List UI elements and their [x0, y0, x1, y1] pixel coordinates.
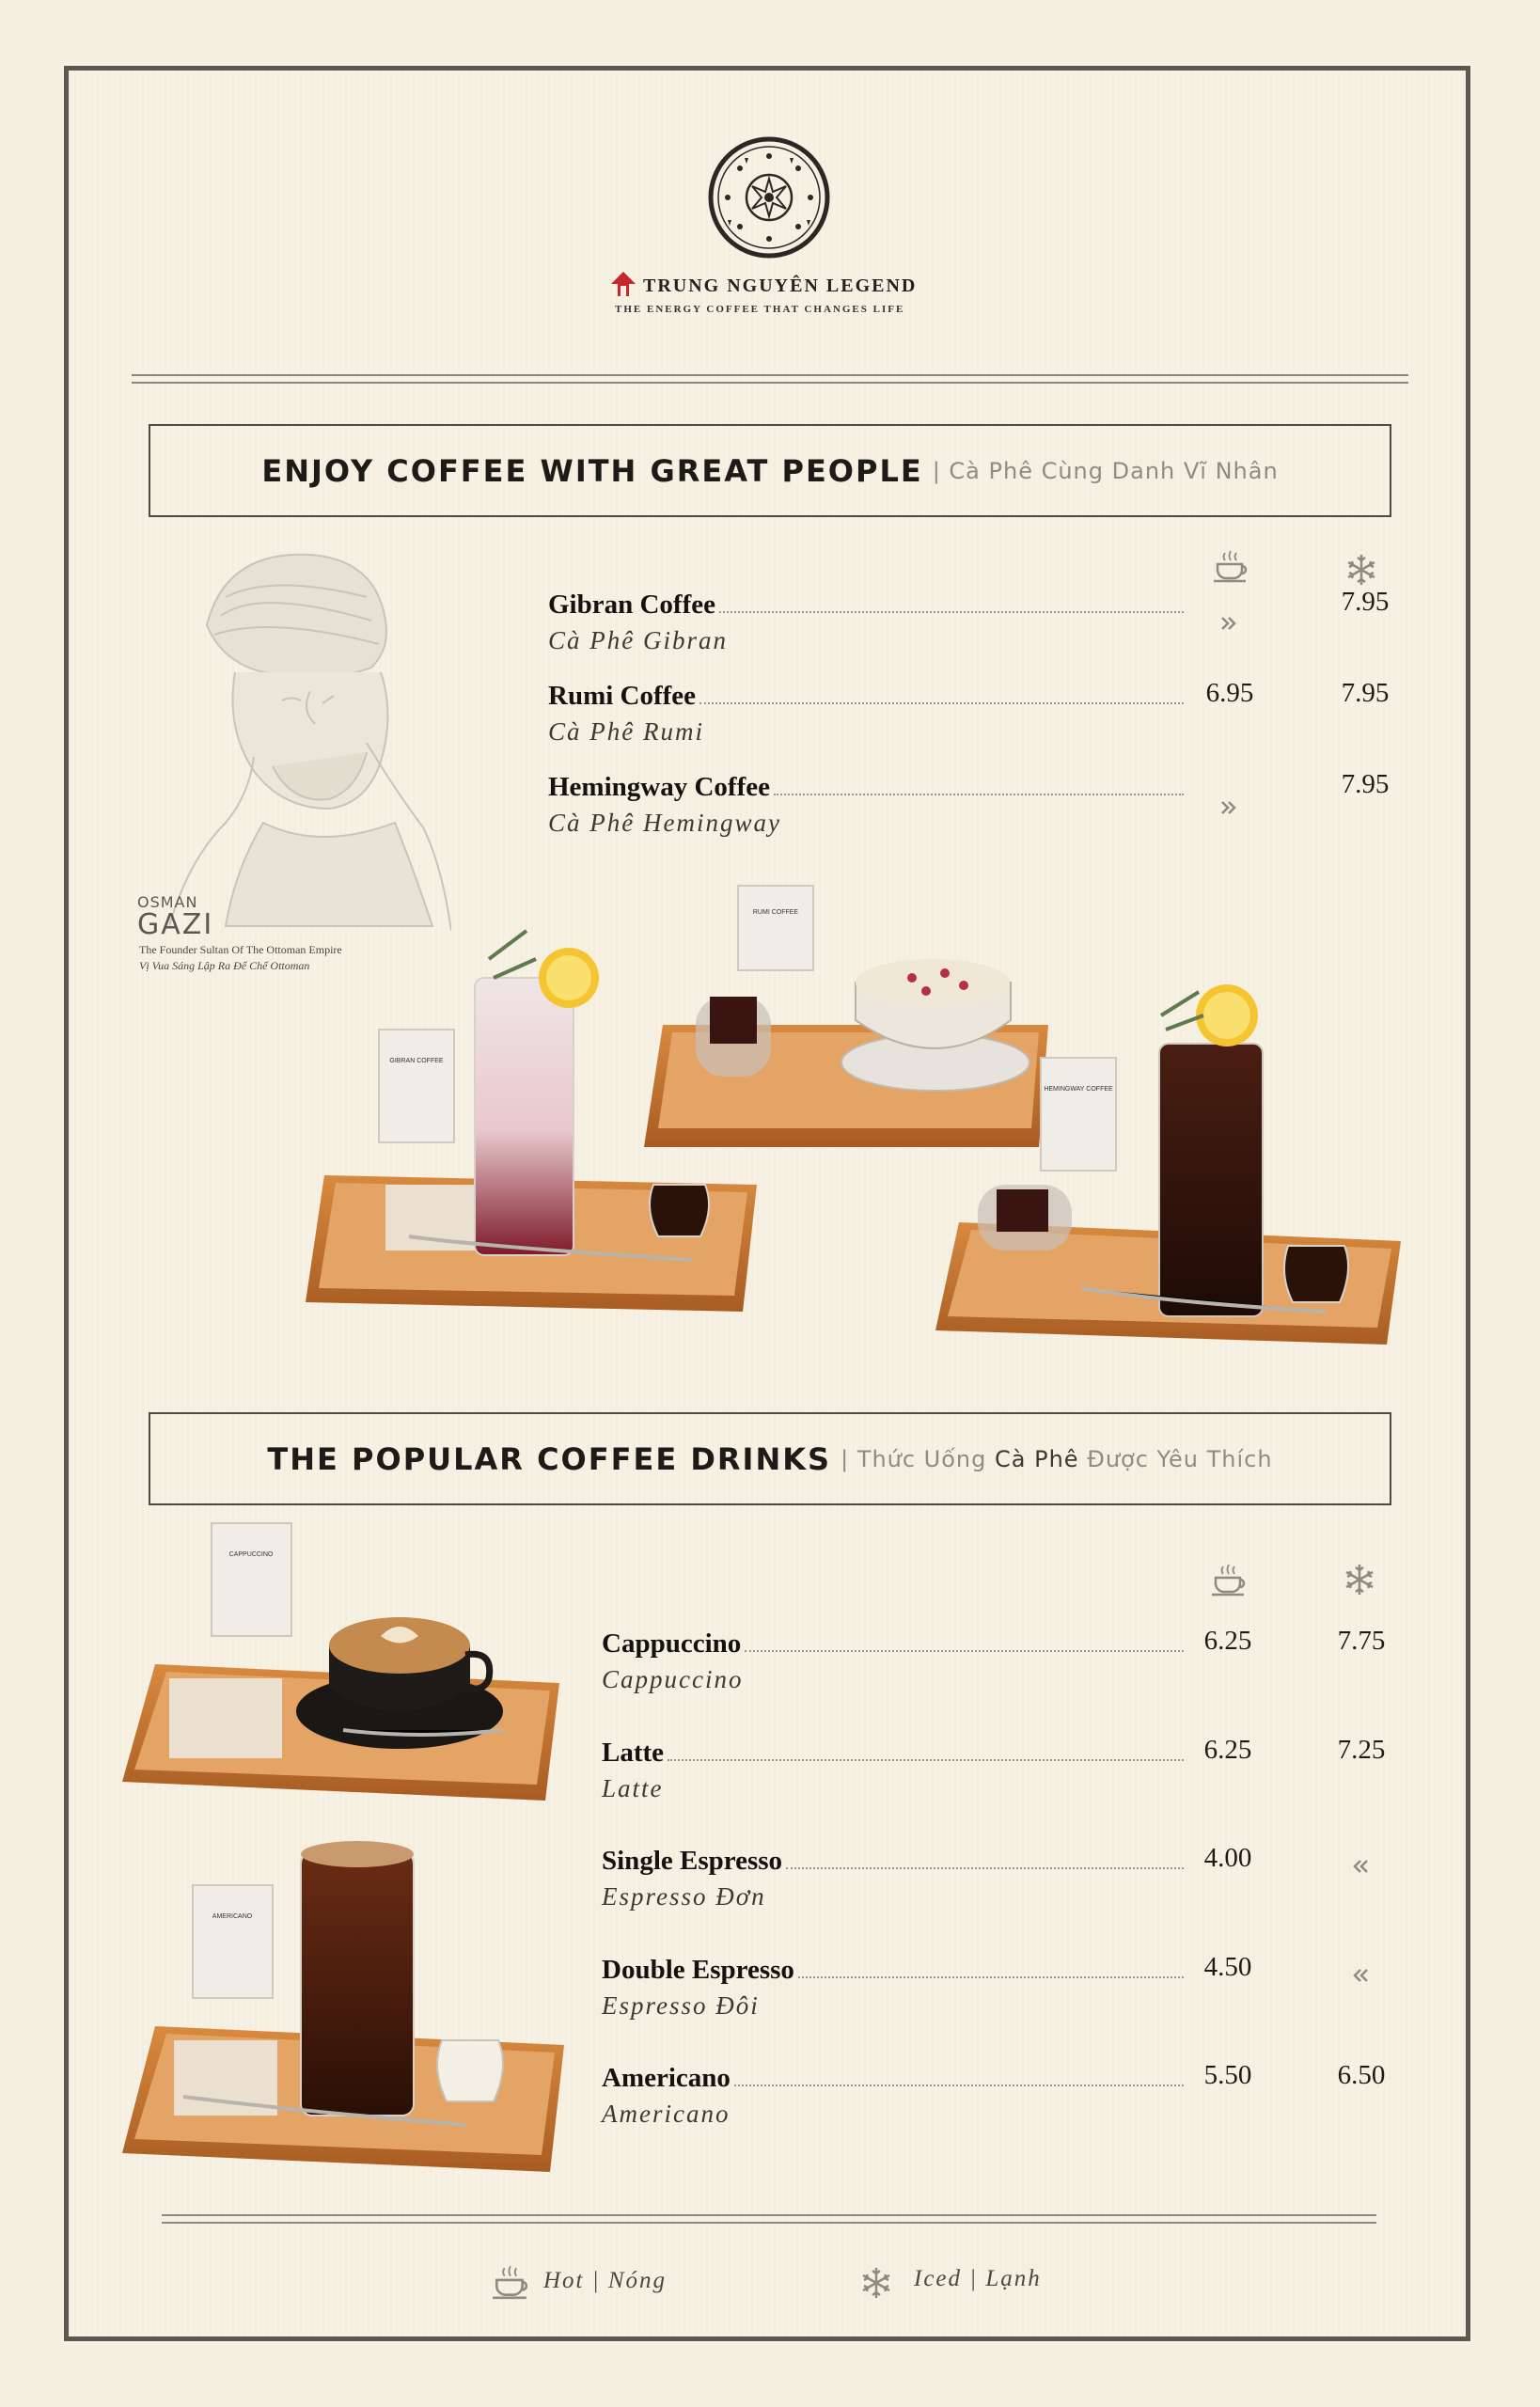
menu-item-cappuccino[interactable] — [602, 1622, 1187, 1712]
top-divider — [132, 374, 1408, 384]
price-iced: 7.95 — [1341, 678, 1390, 708]
double-chevron-icon — [1350, 1965, 1371, 1986]
price-hot: 4.00 — [1203, 1843, 1252, 1873]
dot-leader — [699, 702, 1184, 704]
brand-logo-icon — [707, 135, 831, 260]
dot-leader — [798, 1976, 1184, 1978]
item-subtitle: Espresso Đơn — [602, 1882, 766, 1911]
item-name: Americano — [602, 2063, 731, 2093]
bottom-divider — [162, 2214, 1376, 2224]
legend-hot: Hot | Nóng — [543, 2268, 668, 2293]
legend-iced: Iced | Lạnh — [914, 2266, 1042, 2291]
dot-leader — [774, 794, 1184, 795]
menu-item-rumi[interactable] — [548, 674, 1187, 764]
brand-name: TRUNG NGUYÊN LEGEND — [643, 275, 918, 296]
menu-item-americano[interactable] — [602, 2056, 1187, 2147]
item-name: Rumi Coffee — [548, 681, 697, 711]
menu-item-single-espresso[interactable] — [602, 1839, 1187, 1929]
snowflake-icon — [857, 2266, 895, 2300]
price-iced: 7.95 — [1341, 769, 1390, 799]
price-hot: 6.95 — [1205, 678, 1254, 708]
price-iced: 7.95 — [1341, 587, 1390, 617]
double-chevron-icon — [1350, 1856, 1371, 1877]
brand-arrow-icon — [609, 270, 637, 298]
section-title: THE POPULAR COFFEE DRINKS — [267, 1440, 832, 1477]
item-subtitle: Cà Phê Hemingway — [548, 809, 781, 837]
price-iced: 7.75 — [1337, 1626, 1386, 1656]
item-name: Hemingway Coffee — [548, 772, 770, 802]
snowflake-icon — [1343, 553, 1380, 587]
double-chevron-icon — [1218, 797, 1239, 818]
menu-item-gibran[interactable] — [548, 583, 1187, 673]
dot-leader — [786, 1867, 1184, 1869]
brand-tagline: THE ENERGY COFFEE THAT CHANGES LIFE — [615, 304, 905, 315]
item-name: Cappuccino — [602, 1628, 742, 1659]
subtitle-part: Được Yêu Thích — [1087, 1445, 1273, 1472]
section-header-popular — [149, 1412, 1391, 1505]
dot-leader — [719, 611, 1184, 613]
subtitle-part: | Thức Uống — [841, 1445, 987, 1472]
item-name: Gibran Coffee — [548, 590, 715, 620]
price-hot: 6.25 — [1203, 1626, 1252, 1656]
portrait-first-name: OSMAN — [137, 893, 198, 911]
hot-cup-icon — [1210, 1563, 1248, 1597]
card-label: AMERICANO — [212, 1913, 253, 1920]
dot-leader — [734, 2084, 1184, 2086]
price-hot: 6.25 — [1203, 1735, 1252, 1765]
item-subtitle: Cà Phê Rumi — [548, 717, 704, 746]
card-label: RUMI COFFEE — [752, 909, 799, 916]
double-chevron-icon — [1218, 613, 1239, 634]
dot-leader — [668, 1759, 1184, 1761]
signature-drinks-photo — [296, 874, 1406, 1354]
brand-lockup — [602, 268, 940, 315]
item-subtitle: Cappuccino — [602, 1665, 744, 1693]
item-subtitle: Latte — [602, 1774, 664, 1802]
price-hot: 5.50 — [1203, 2060, 1252, 2090]
item-name: Single Espresso — [602, 1846, 783, 1876]
section-subtitle: | Cà Phê Cùng Danh Vĩ Nhân — [932, 457, 1279, 484]
menu-item-latte[interactable] — [602, 1731, 1187, 1821]
hot-cup-icon — [491, 2264, 530, 2300]
hot-cup-icon — [1212, 549, 1249, 583]
item-name: Double Espresso — [602, 1955, 794, 1985]
item-subtitle: Americano — [602, 2100, 731, 2128]
osman-gazi-portrait — [169, 541, 451, 931]
portrait-last-name: GAZI — [137, 908, 214, 941]
subtitle-highlight: Cà Phê — [995, 1445, 1079, 1472]
dot-leader — [745, 1650, 1184, 1652]
price-hot: 4.50 — [1203, 1952, 1252, 1982]
card-label: CAPPUCCINO — [228, 1551, 274, 1558]
menu-item-double-espresso[interactable] — [602, 1948, 1187, 2038]
portrait-note-vi: Vị Vua Sáng Lập Ra Đế Chế Ottoman — [139, 959, 310, 972]
section-header-great-people — [149, 424, 1391, 517]
section-title: ENJOY COFFEE WITH GREAT PEOPLE — [261, 452, 923, 489]
item-name: Latte — [602, 1738, 665, 1768]
price-iced: 7.25 — [1337, 1735, 1386, 1765]
snowflake-icon — [1341, 1563, 1378, 1597]
menu-item-hemingway[interactable] — [548, 765, 1187, 856]
card-label: GIBRAN COFFEE — [389, 1058, 444, 1064]
card-label: HEMINGWAY COFFEE — [1044, 1086, 1113, 1093]
item-subtitle: Cà Phê Gibran — [548, 626, 728, 654]
popular-drinks-photo — [118, 1514, 569, 2181]
price-iced: 6.50 — [1337, 2060, 1386, 2090]
section-subtitle — [841, 1446, 1273, 1472]
item-subtitle: Espresso Đôi — [602, 1991, 760, 2020]
portrait-note-en: The Founder Sultan Of The Ottoman Empire — [139, 943, 342, 956]
